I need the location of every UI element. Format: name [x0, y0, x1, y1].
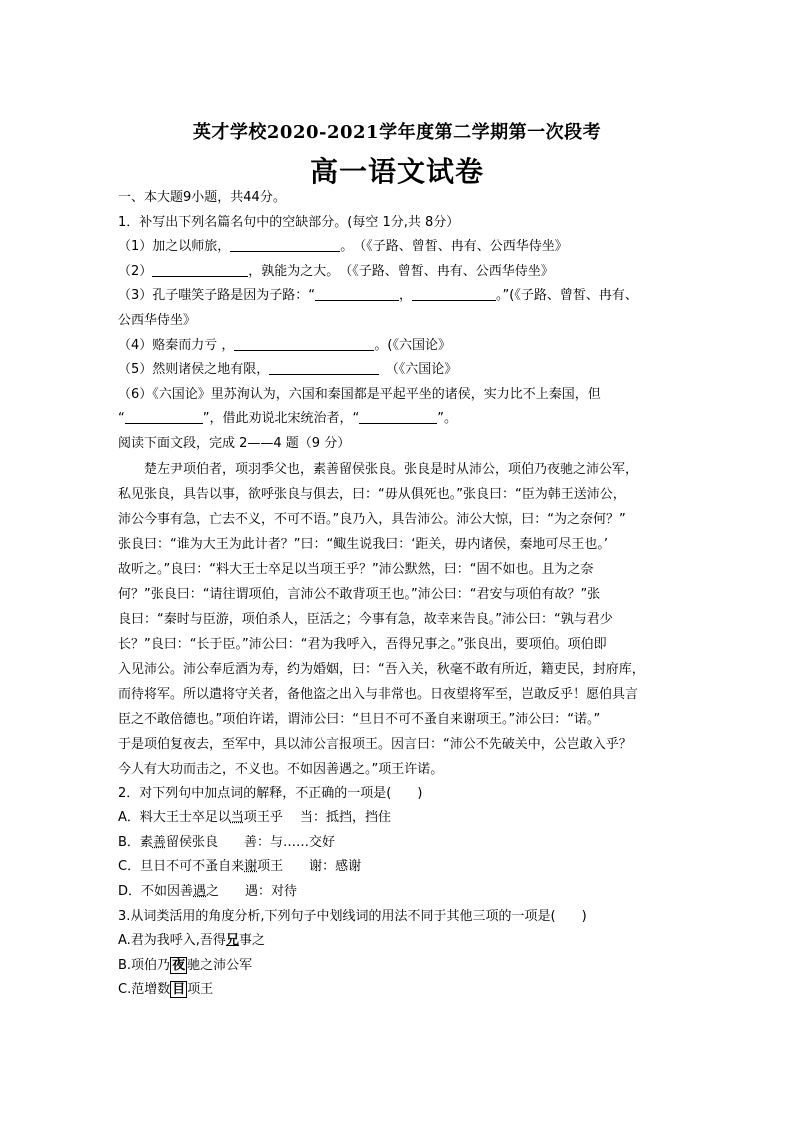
- answer-blank[interactable]: [230, 238, 340, 252]
- passage-line: 故听之。”良曰：“料大王士卒足以当项王乎？”沛公默然，曰：“固不如也。且为之奈: [118, 561, 594, 577]
- exam-content: [118, 186, 682, 1003]
- q1-item-3: （3）孔子嗤笑子路是因为子路：“ ， 。”(《子路、曾皙、冉有、: [118, 288, 638, 304]
- passage-line: 而待将军。所以遣将守关者，备他盗之出入与非常也。日夜望将军至，岂敢反乎！愿伯具言: [118, 686, 639, 702]
- dotted-word: 善: [152, 834, 166, 850]
- underlined-word: 目: [172, 982, 186, 998]
- q1-item-5: （5）然则诸侯之地有限， （《六国论》: [118, 362, 458, 378]
- q3-stem: 3.从词类活用的角度分析,下列句子中划线词的用法不同于其他三项的一项是( ): [118, 908, 587, 924]
- underlined-word: 夜: [172, 957, 186, 973]
- passage-line: 入见沛公。沛公奉卮酒为寿，约为婚姻，曰：“吾入关，秋毫不敢有所近，籍吏民，封府库，: [118, 661, 645, 677]
- passage-line: 今人有大功而击之，不义也。不如因善遇之。”项王许诺。: [118, 761, 444, 777]
- reading-passage: [118, 457, 682, 782]
- reading-instruction: 阅读下面文段，完成 2——4 题（9 分）: [118, 435, 351, 451]
- dotted-word: 遇: [193, 883, 207, 899]
- q1-stem: 1．补写出下列名篇名句中的空缺部分。(每空 1分,共 8分）: [118, 214, 460, 230]
- q3-option-b: B.项伯乃 夜 驰之沛公军: [118, 957, 253, 973]
- answer-blank[interactable]: [359, 410, 437, 424]
- section-heading: 一、本大题9小题，共44分。: [118, 190, 286, 205]
- underlined-word: 兄: [225, 933, 239, 949]
- passage-line: 私见张良，具告以事，欲呼张良与俱去，曰：“毋从俱死也。”张良曰：“臣为韩王送沛公，: [118, 486, 626, 502]
- passage-line: 张良曰：“谁为大王为此计者？”曰：“鲰生说我曰：‘距关，毋内诸侯，秦地可尽王也。’: [118, 536, 608, 552]
- q2-option-a: A．料大王士卒足以当项王乎 当：抵挡，挡住: [118, 810, 392, 826]
- passage-line: 臣之不敢倍德也。”项伯许诺，谓沛公曰：“旦日不可不蚤自来谢项王。”沛公曰：“诺。”: [118, 711, 601, 727]
- answer-blank[interactable]: [125, 410, 203, 424]
- q1-item-6-cont: “ ”，借此劝说北宋统治者，“ ”。: [118, 411, 457, 427]
- q3-option-a: A.君为我呼入,吾得兄事之: [118, 933, 265, 949]
- passage-line: 于是项伯复夜去，至军中，具以沛公言报项王。因言曰：“沛公不先破关中，公岂敢入乎？: [118, 736, 632, 752]
- passage-line: 楚左尹项伯者，项羽季父也，素善留侯张良。张良是时从沛公，项伯乃夜驰之沛公军，: [144, 461, 639, 477]
- q1-item-3-cont: 公西华侍坐》: [118, 312, 197, 328]
- q1-item-1: （1）加之以师旅， 。 （《子路、曾皙、冉有、公西华侍坐》: [118, 239, 568, 255]
- exam-title: 高一语文试卷: [309, 155, 484, 188]
- passage-line: 良曰：“秦时与臣游，项伯杀人，臣活之；今事有急，故幸来告良。”沛公曰：“孰与君少: [118, 611, 613, 627]
- answer-blank[interactable]: [315, 287, 399, 301]
- answer-blank[interactable]: [234, 337, 374, 351]
- q1-item-4: （4）赂秦而力亏 ， 。(《六国论》: [118, 337, 451, 353]
- answer-blank[interactable]: [152, 263, 248, 277]
- passage-line: 何？”张良曰：“请往谓项伯，言沛公不敢背项王也。”沛公曰：“君安与项伯有故？”张: [118, 586, 601, 602]
- passage-line: 沛公今事有急，亡去不义，不可不语。”良乃入，具告沛公。沛公大惊，曰：“为之奈何？”: [118, 511, 626, 527]
- dotted-word: 当: [230, 810, 244, 826]
- school-title: 英才学校2020-2021学年度第二学期第一次段考: [192, 122, 602, 143]
- q3-option-c: C.范增数 目 项王: [118, 982, 214, 998]
- q2-option-b: B．素善留侯张良 善：与……交好: [118, 834, 335, 850]
- q1-item-2: （2） ，孰能为之大。 （《子路、曾皙、冉有、公西华侍坐》: [118, 263, 554, 279]
- answer-blank[interactable]: [269, 361, 379, 375]
- q2-option-c: C．旦日不可不蚤自来谢项王 谢：感谢: [118, 859, 362, 875]
- q2-option-d: D．不如因善遇之 遇：对待: [118, 883, 298, 899]
- q2-stem: 2．对下列句中加点词的解释，不正确的一项是( ): [118, 785, 423, 801]
- dotted-word: 谢: [244, 859, 258, 875]
- q1-item-6: （6）《六国论》里苏洵认为，六国和秦国都是平起平坐的诸侯，实力比不上秦国，但: [118, 386, 601, 402]
- answer-blank[interactable]: [412, 287, 496, 301]
- passage-line: 长？”良曰：“长于臣。”沛公曰：“君为我呼入，吾得兄事之。”张良出，要项伯。项伯即: [118, 636, 607, 652]
